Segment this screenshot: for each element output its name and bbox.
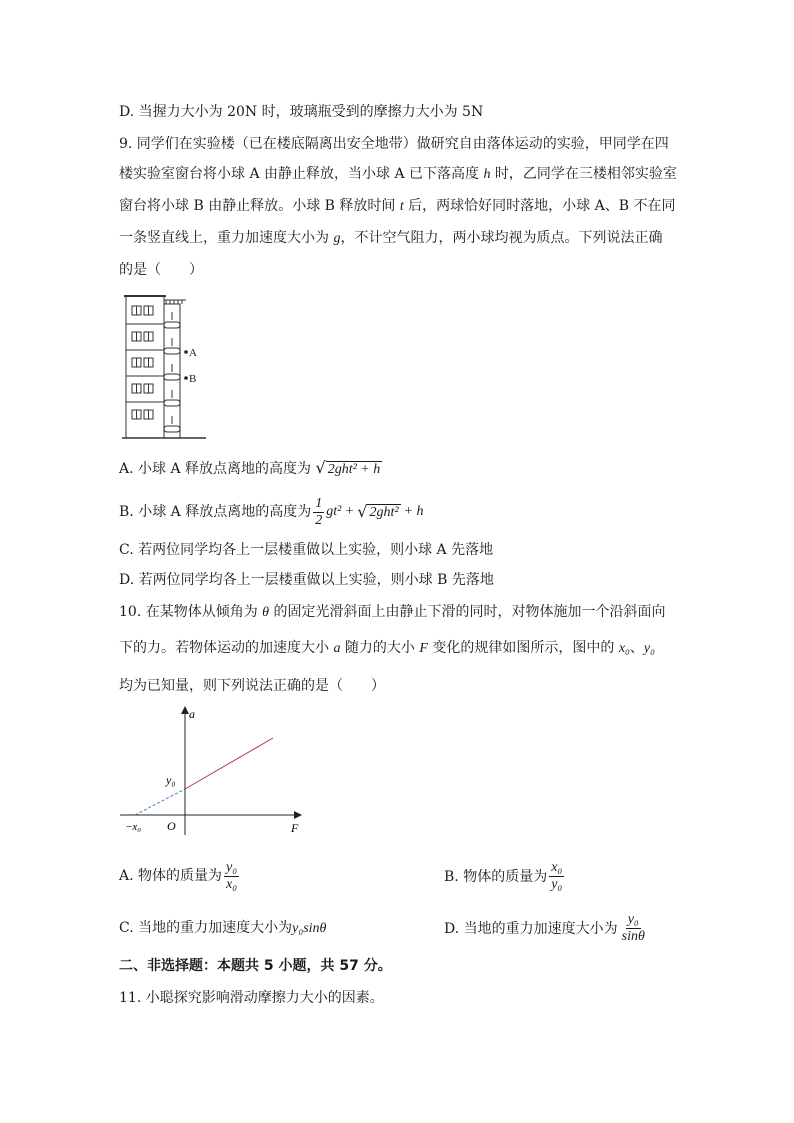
ball-a-label: A	[189, 347, 197, 359]
q9-stem-line5: 的是（ ）	[119, 262, 203, 278]
q9-option-d: D. 若两位同学均各上一层楼重做以上实验，则小球 B 先落地	[119, 572, 494, 588]
origin-label: O	[167, 819, 176, 833]
q9-option-c: C. 若两位同学均各上一层楼重做以上实验，则小球 A 先落地	[119, 542, 494, 558]
q10-option-d: D. 当地的重力加速度大小为 $\frac{\text{y₀}}{\sin\theta}$	[444, 911, 645, 944]
q9-option-b-fraction: $\frac{1}{2}$	[315, 495, 323, 528]
q8-option-d: D. 当握力大小为 20N 时，玻璃瓶受到的摩擦力大小为 5N	[119, 104, 484, 120]
q9-stem-line3: 窗台将小球 B 由静止释放。小球 B 释放时间 t 后，两球恰好同时落地，小球 A、B 不在同	[119, 198, 676, 214]
q9-option-b: B. 小球 A 释放点离地的高度为 $\frac{1}{2}$ gt² + √ 2ght² + h	[119, 495, 424, 528]
neg-x0-label: −x₀	[125, 821, 142, 833]
ball-b-dot	[184, 376, 188, 380]
y-axis-label: a	[189, 707, 195, 721]
graph-line	[185, 738, 273, 789]
q9-building-figure	[120, 290, 210, 442]
q9-stem-line2: 楼实验室窗台将小球 A 由静止释放，当小球 A 已下落高度 h 时，乙同学在三楼相邻实验室	[119, 166, 677, 182]
y0-label: y₀	[166, 773, 176, 787]
x-axis-label: F	[291, 821, 299, 835]
q10-stem-line1: 10. 在某物体从倾角为 θ 的固定光滑斜面上由静止下滑的同时，对物体施加一个沿斜面向	[119, 604, 666, 620]
q10-option-c: C. 当地的重力加速度大小为y₀sinθ	[119, 920, 327, 936]
q10-stem-line3: 均为已知量，则下列说法正确的是（ ）	[119, 678, 385, 694]
ball-a-dot	[184, 350, 188, 354]
q10-stem-line2: 下的力。若物体运动的加速度大小 a 随力的大小 F 变化的规律如图所示，图中的 x₀、y₀	[119, 640, 656, 656]
q10-graph	[115, 700, 315, 840]
q11-stem-line1: 11. 小聪探究影响滑动摩擦力大小的因素。	[119, 990, 384, 1006]
graph-dashed-extension	[135, 789, 185, 815]
q9-option-a: A. 小球 A 释放点离地的高度为 √ 2ght² + h	[119, 458, 381, 477]
q10-option-a: A. 物体的质量为 $\frac{\text{y₀}}{\text{x₀}}$	[119, 859, 238, 892]
ball-b-label: B	[189, 373, 197, 385]
q10-option-b: B. 物体的质量为 $\frac{\text{x₀}}{\text{y₀}}$	[444, 859, 563, 892]
q9-stem-line1: 9. 同学们在实验楼（已在楼底隔离出安全地带）做研究自由落体运动的实验，甲同学在四	[119, 136, 669, 152]
section2-heading: 二、非选择题：本题共 5 小题，共 57 分。	[119, 958, 392, 974]
q9-stem-line4: 一条竖直线上，重力加速度大小为 g，不计空气阻力，两小球均视为质点。下列说法正确	[119, 230, 663, 246]
